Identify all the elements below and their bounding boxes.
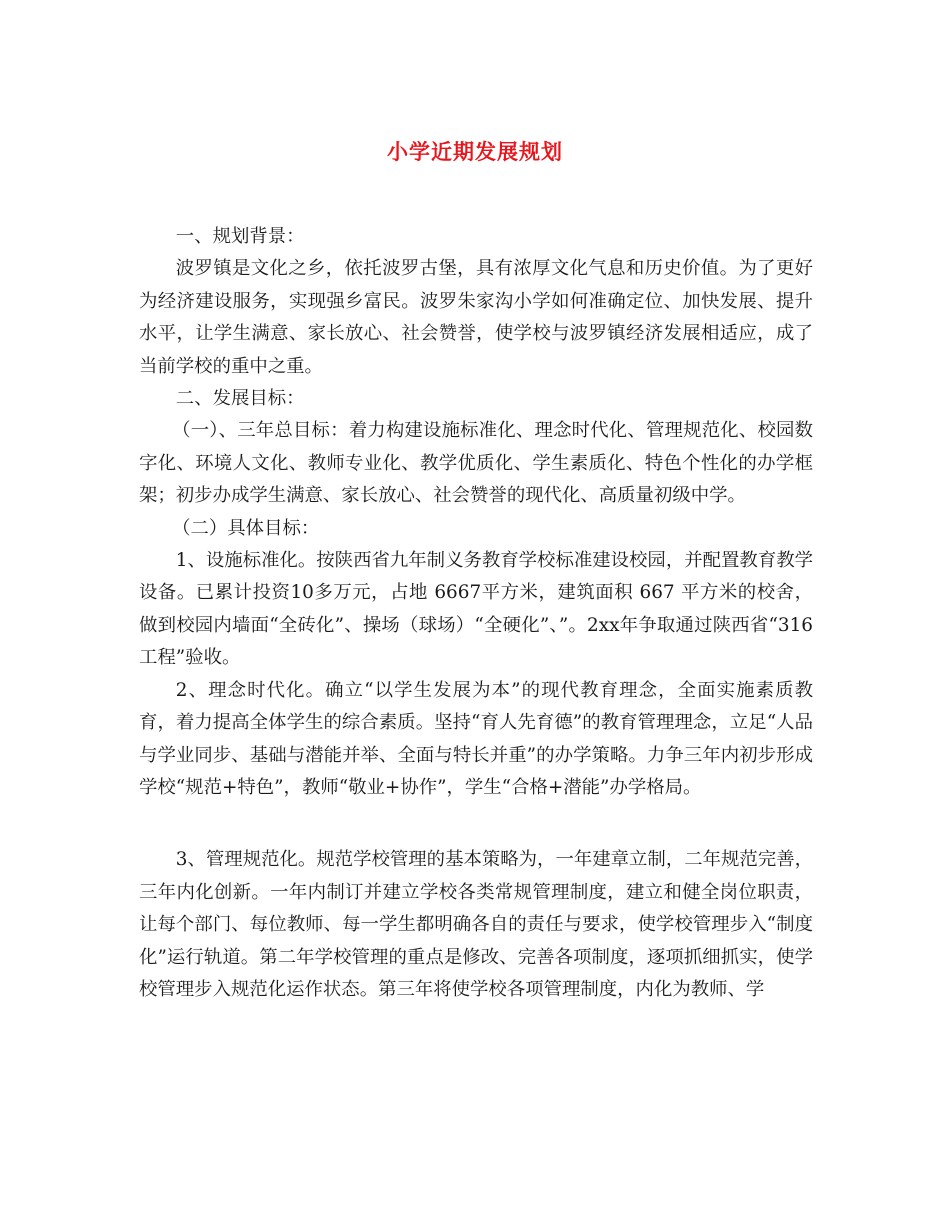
document-title: 小学近期发展规划 [387, 139, 563, 164]
paragraph-background: 波罗镇是文化之乡，依托波罗古堡，具有浓厚文化气息和历史价值。为了更好为经济建设服务，实现强乡富民。波罗朱家沟小学如何准确定位、加快发展、提升水平，让学生满意、家长放心、社会赞誉，使学校与波罗镇经济发展相适应，成了当前学校的重中之重。 [139, 258, 813, 377]
paragraph-overall-goal: （一）、三年总目标：着力构建设施标准化、理念时代化、管理规范化、校园数字化、环境人文化、教师专业化、教学优质化、学生素质化、特色个性化的办学框架；初步办成学生满意、家长放心、社会赞誉的现代化、高质量初级中学。 [139, 420, 813, 507]
paragraph-facilities: 1、设施标准化。按陕西省九年制义务教育学校标准建设校园，并配置教育教学设备。已累计投资10多万元，占地 6667平方米，建筑面积 667 平方米的校舍，做到校园内墙面“全砖化”、操场（球场）“全硬化”、”。2xx年争取通过陕西省“316工程”验收。 [139, 550, 813, 669]
section-heading-background: 一、规划背景： [175, 226, 305, 247]
section-heading-goals: 二、发展目标： [175, 388, 305, 410]
paragraph-philosophy: 2、理念时代化。确立“以学生发展为本”的现代教育理念，全面实施素质教育，着力提高全体学生的综合素质。坚持“育人先育德”的教育管理理念，立足“人品与学业同步、基础与潜能并举、全面与特长并重”的办学策略。力争三年内初步形成学校“规范+特色”，教师“敬业+协作”，学生“合格+潜能”办学格局。 [139, 679, 813, 798]
paragraph-management: 3、管理规范化。规范学校管理的基本策略为，一年建章立制，二年规范完善，三年内化创新。一年内制订并建立学校各类常规管理制度，建立和健全岗位职责，让每个部门、每位教师、每一学生都明确各自的责任与要求，使学校管理步入“制度化”运行轨道。第二年学校管理的重点是修改、完善各项制度，逐项抓细抓实，使学校管理步入规范化运作状态。第三年将使学校各项管理制度，内化为教师、学 [139, 849, 813, 1000]
paragraph-spacer [139, 804, 813, 844]
subheading-specific-goals: （二）具体目标： [172, 517, 320, 539]
document-body [139, 221, 813, 1006]
